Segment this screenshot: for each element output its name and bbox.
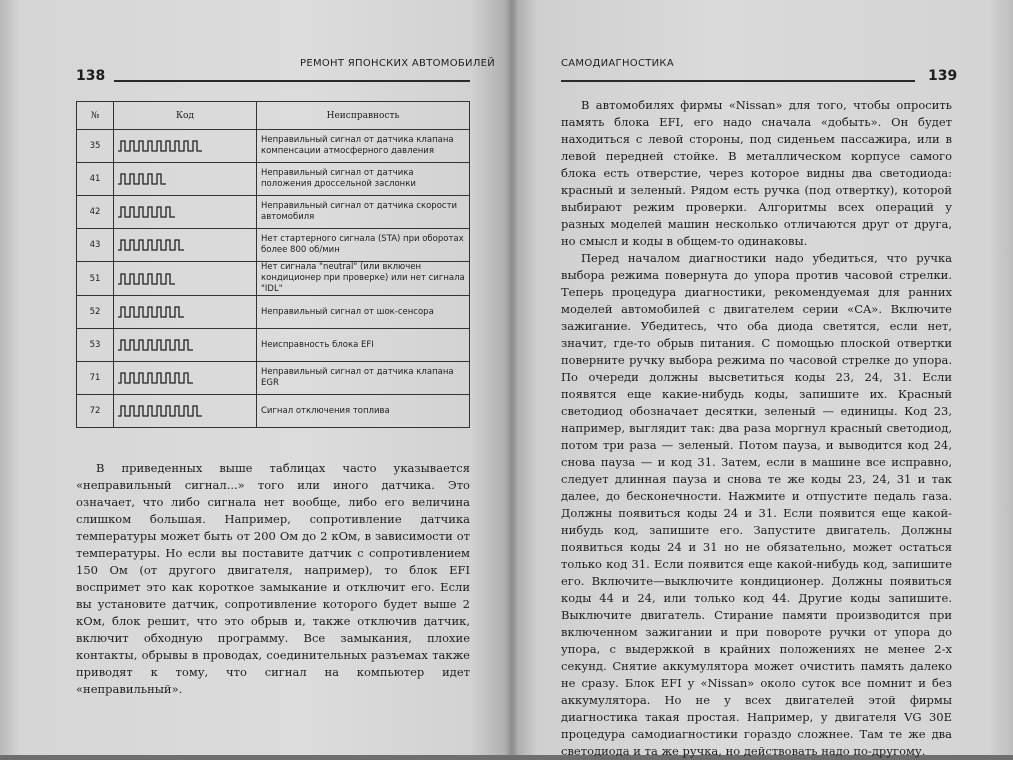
code-cell <box>114 229 257 262</box>
code-cell <box>114 163 257 196</box>
left-paragraph: В приведенных выше таблицах часто указывается «неправильный сигнал...» того или иного датчика. Это означает, что либо сигнала нет вообще, либо его величина слишком большая. Например, сопротивление датчика температуры может быть от 200 Ом до 2 кОм, в зависимости от температуры. Но если вы поставите датчик с сопротивлением 150 Ом (от другого двигателя, например), то блок EFI воспримет это как короткое замыкание и отключит его. Если вы установите датчик, сопротивление которого будет выше 2 кОм, блок решит, что это обрыв и, также отключив датчик, включит обходную программу. Все замыкания, плохие контакты, обрывы в проводах, соединительных разъемах также приводят к тому, что сигнал на компьютер идет «неправильный». <box>76 461 470 696</box>
code-number: 53 <box>77 329 114 362</box>
table-row <box>77 229 470 262</box>
code-number: 41 <box>77 163 114 196</box>
column-header-number: № <box>77 102 114 130</box>
fault-description: Нет стартерного сигнала (STA) при оборотах более 800 об/мин <box>257 229 470 262</box>
table-row <box>77 362 470 395</box>
book-gutter <box>505 0 519 755</box>
table-row <box>77 395 470 428</box>
fault-description: Неправильный сигнал от датчика клапана компенсации атмосферного давления <box>257 130 470 163</box>
pulse-code-icon <box>118 305 187 319</box>
fault-description: Нет сигнала "neutral" (или включен кондиционер при проверке) или нет сигнала "IDL" <box>257 262 470 296</box>
fault-description: Неправильный сигнал от датчика положения дроссельной заслонки <box>257 163 470 196</box>
pulse-code-icon <box>118 205 178 219</box>
pulse-code-icon <box>118 139 205 153</box>
fault-description: Неправильный сигнал от шок-сенсора <box>257 296 470 329</box>
right-header-rule <box>561 80 915 82</box>
code-number: 52 <box>77 296 114 329</box>
right-paragraph-1: В автомобилях фирмы «Nissan» для того, чтобы опросить память блока EFI, его надо сначала «добыть». Он будет находиться с левой стороны, под сиденьем пассажира, или в левой передней стойке. В металлическом корпусе самого блока есть отверстие, через которое видны два светодиода: красный и зеленый. Рядом есть ручка (под отвертку), которой выбирают режим проверки. Алгоритмы всех операций у разных моделей машин несколько отличаются друг от друга, но смысл и коды в общем-то одинаковы. <box>561 98 952 248</box>
code-number: 35 <box>77 130 114 163</box>
right-paragraph-2: Перед началом диагностики надо убедиться, что ручка выбора режима повернута до упора против часовой стрелки. Теперь процедура диагностики, рекомендуемая для ранних моделей автомобилей с двигателем серии «CA». Включите зажигание. Убедитесь, что оба диода светятся, если нет, значит, где-то обрыв питания. С помощью плоской отвертки поверните ручку выбора режима по часовой стрелке до упора. По очереди должны высветиться коды 23, 24, 31. Если появятся еще какие-нибудь коды, запишите их. Красный светодиод обозначает десятки, зеленый — единицы. Код 23, например, выглядит так: два раза моргнул красный светодиод, потом три раза — зеленый. Потом пауза, и выводится код 24, снова пауза — и код 31. Затем, если в машине все исправно, следует длинная пауза и снова те же коды 23, 24, 31 и так далее, до бесконечности. Нажмите и отпустите педаль газа. Должны появиться коды 24 и 31. Если появится еще какой-нибудь код, запишите его. Запустите двигатель. Должны появиться коды 24 и 31 но не обязательно, может остаться только код 31. Если появится еще какой-нибудь код, запишите его. Включите—выключите кондиционер. Должны появиться коды 44 и 24, или только код 44. Другие коды запишите. Выключите двигатель. Стирание памяти производится при включенном зажигании и при повороте ручки от упора до упора, с выдержкой в крайних положениях не менее 2-х секунд. Снятие аккумулятора может очистить память далеко не сразу. Блок EFI у «Nissan» около суток все помнит и без аккумулятора. Но не у всех двигателей этой фирмы диагностика такая простая. Например, у двигателя VG 30E процедура самодиагностики гораздо сложнее. Там те же два светодиода и та же ручка, но действовать надо по-другому. <box>561 251 952 758</box>
left-page-number: 138 <box>76 68 106 84</box>
right-running-head: САМОДИАГНОСТИКА <box>561 58 674 69</box>
diagnostic-codes-table <box>76 101 470 428</box>
column-header-code: Код <box>114 102 257 130</box>
code-number: 51 <box>77 262 114 296</box>
table-row <box>77 196 470 229</box>
left-running-head: РЕМОНТ ЯПОНСКИХ АВТОМОБИЛЕЙ <box>300 58 496 69</box>
code-number: 72 <box>77 395 114 428</box>
table-row <box>77 163 470 196</box>
pulse-code-icon <box>118 272 178 286</box>
code-number: 42 <box>77 196 114 229</box>
left-body-text <box>76 460 470 698</box>
table-row <box>77 329 470 362</box>
code-number: 43 <box>77 229 114 262</box>
fault-description: Неправильный сигнал от датчика скорости автомобиля <box>257 196 470 229</box>
right-body-text <box>561 97 952 760</box>
code-cell <box>114 130 257 163</box>
table-row <box>77 130 470 163</box>
pulse-code-icon <box>118 371 196 385</box>
pulse-code-icon <box>118 238 187 252</box>
right-page <box>512 0 1013 758</box>
code-cell <box>114 395 257 428</box>
pulse-code-icon <box>118 404 205 418</box>
fault-description: Сигнал отключения топлива <box>257 395 470 428</box>
right-page-number: 139 <box>928 68 958 84</box>
code-cell <box>114 362 257 395</box>
left-header-rule <box>114 80 470 82</box>
code-cell <box>114 329 257 362</box>
column-header-fault: Неисправность <box>257 102 470 130</box>
pulse-code-icon <box>118 338 196 352</box>
fault-description: Неисправность блока EFI <box>257 329 470 362</box>
code-number: 71 <box>77 362 114 395</box>
pulse-code-icon <box>118 172 169 186</box>
table-row <box>77 296 470 329</box>
table-header-row <box>77 102 470 130</box>
code-cell <box>114 296 257 329</box>
fault-description: Неправильный сигнал от датчика клапана EGR <box>257 362 470 395</box>
table-row <box>77 262 470 296</box>
code-cell <box>114 262 257 296</box>
code-cell <box>114 196 257 229</box>
